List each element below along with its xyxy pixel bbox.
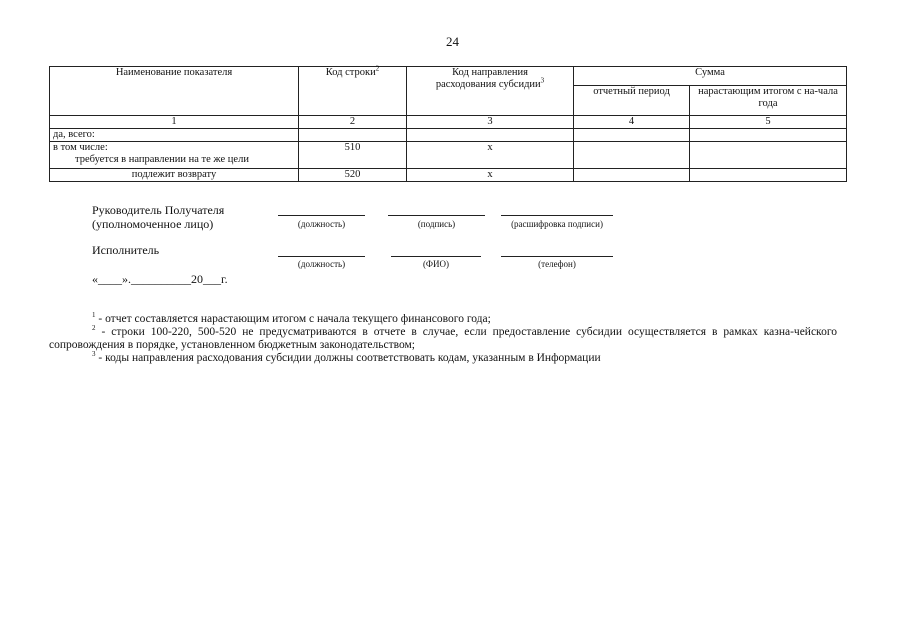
header-expense-direction-code: [407, 67, 574, 116]
column-number: 1: [50, 116, 299, 129]
footnote-number: 3: [92, 350, 96, 359]
table-row: [50, 129, 847, 142]
executor-phone-line: [501, 256, 613, 257]
footnote-number: 2: [92, 324, 96, 333]
executor-position-caption: (должность): [297, 259, 346, 269]
row-code: 520: [299, 169, 407, 182]
footnote-text: - коды направления расходования субсидии должны соответствовать кодам, указанным в Информации: [95, 352, 601, 364]
footnote-text: - строки 100-220, 500-520 не предусматриваются в отчете в случае, если предоставление субсидии осуществляется в рамках казна-чейского сопровождения в порядке, установленном бюджетным законодательством;: [49, 326, 837, 351]
row-cumulative-value: [690, 129, 847, 142]
head-signature-caption: (подпись): [417, 219, 456, 229]
row-period-value: [574, 129, 690, 142]
footnote-text: - отчет составляется нарастающим итогом с начала текущего финансового года;: [95, 313, 491, 325]
table-row: [50, 142, 847, 169]
row-cumulative-value: [690, 142, 847, 169]
row-name: да, всего:: [50, 129, 299, 142]
column-number: 4: [574, 116, 690, 129]
column-number: 5: [690, 116, 847, 129]
header-reporting-period: отчетный период: [574, 85, 690, 116]
executor-position-line: [278, 256, 365, 257]
row-period-value: [574, 169, 690, 182]
row-name: подлежит возврату: [50, 169, 299, 182]
row-direction: [407, 129, 574, 142]
executor-name-line: [391, 256, 481, 257]
row-name: [50, 142, 299, 169]
footnote-2: [49, 326, 837, 352]
header-row-code-footnote-mark: 2: [375, 64, 380, 73]
column-number: 2: [299, 116, 407, 129]
column-number: 3: [407, 116, 574, 129]
row-period-value: [574, 142, 690, 169]
header-direction-footnote-mark: 3: [540, 76, 545, 85]
executor-name-caption: (ФИО): [422, 259, 450, 269]
report-table: [49, 66, 847, 182]
executor-phone-caption: (телефон): [538, 259, 576, 269]
date-line: «____».__________20___г.: [92, 272, 228, 286]
footnote-number: 1: [92, 311, 96, 320]
header-row-code-text: Код строки: [325, 67, 376, 78]
column-number-row: [50, 116, 847, 129]
row-cumulative-value: [690, 169, 847, 182]
header-sum: Сумма: [574, 67, 847, 86]
header-direction-line2: расходования субсидии: [435, 79, 541, 90]
head-title-line2: (уполномоченное лицо): [92, 217, 214, 231]
footnote-3: [92, 352, 837, 365]
head-position-caption: (должность): [297, 219, 346, 229]
head-title-line1: Руководитель Получателя: [92, 203, 225, 217]
row-name-line1: в том числе:: [53, 142, 108, 153]
head-decoding-caption: (расшифровка подписи): [511, 219, 603, 229]
row-code: 510: [299, 142, 407, 169]
head-signature-line: [388, 215, 485, 216]
row-name-line2: требуется в направлении на те же цели: [75, 154, 249, 165]
page-number: 24: [446, 34, 459, 49]
row-code: [299, 129, 407, 142]
table-row: [50, 169, 847, 182]
header-direction-line1: Код направления: [452, 67, 528, 78]
footnote-1: [92, 313, 837, 326]
row-direction: x: [407, 169, 574, 182]
head-position-line: [278, 215, 365, 216]
header-row-code: [299, 64, 407, 116]
footnotes: [49, 311, 837, 365]
table-header-row: [50, 67, 847, 86]
executor-title: Исполнитель: [92, 243, 160, 257]
head-decoding-line: [501, 215, 613, 216]
header-indicator-name: Наименование показателя: [50, 67, 299, 116]
row-direction: x: [407, 142, 574, 169]
header-cumulative: нарастающим итогом с на-чала года: [690, 85, 847, 116]
